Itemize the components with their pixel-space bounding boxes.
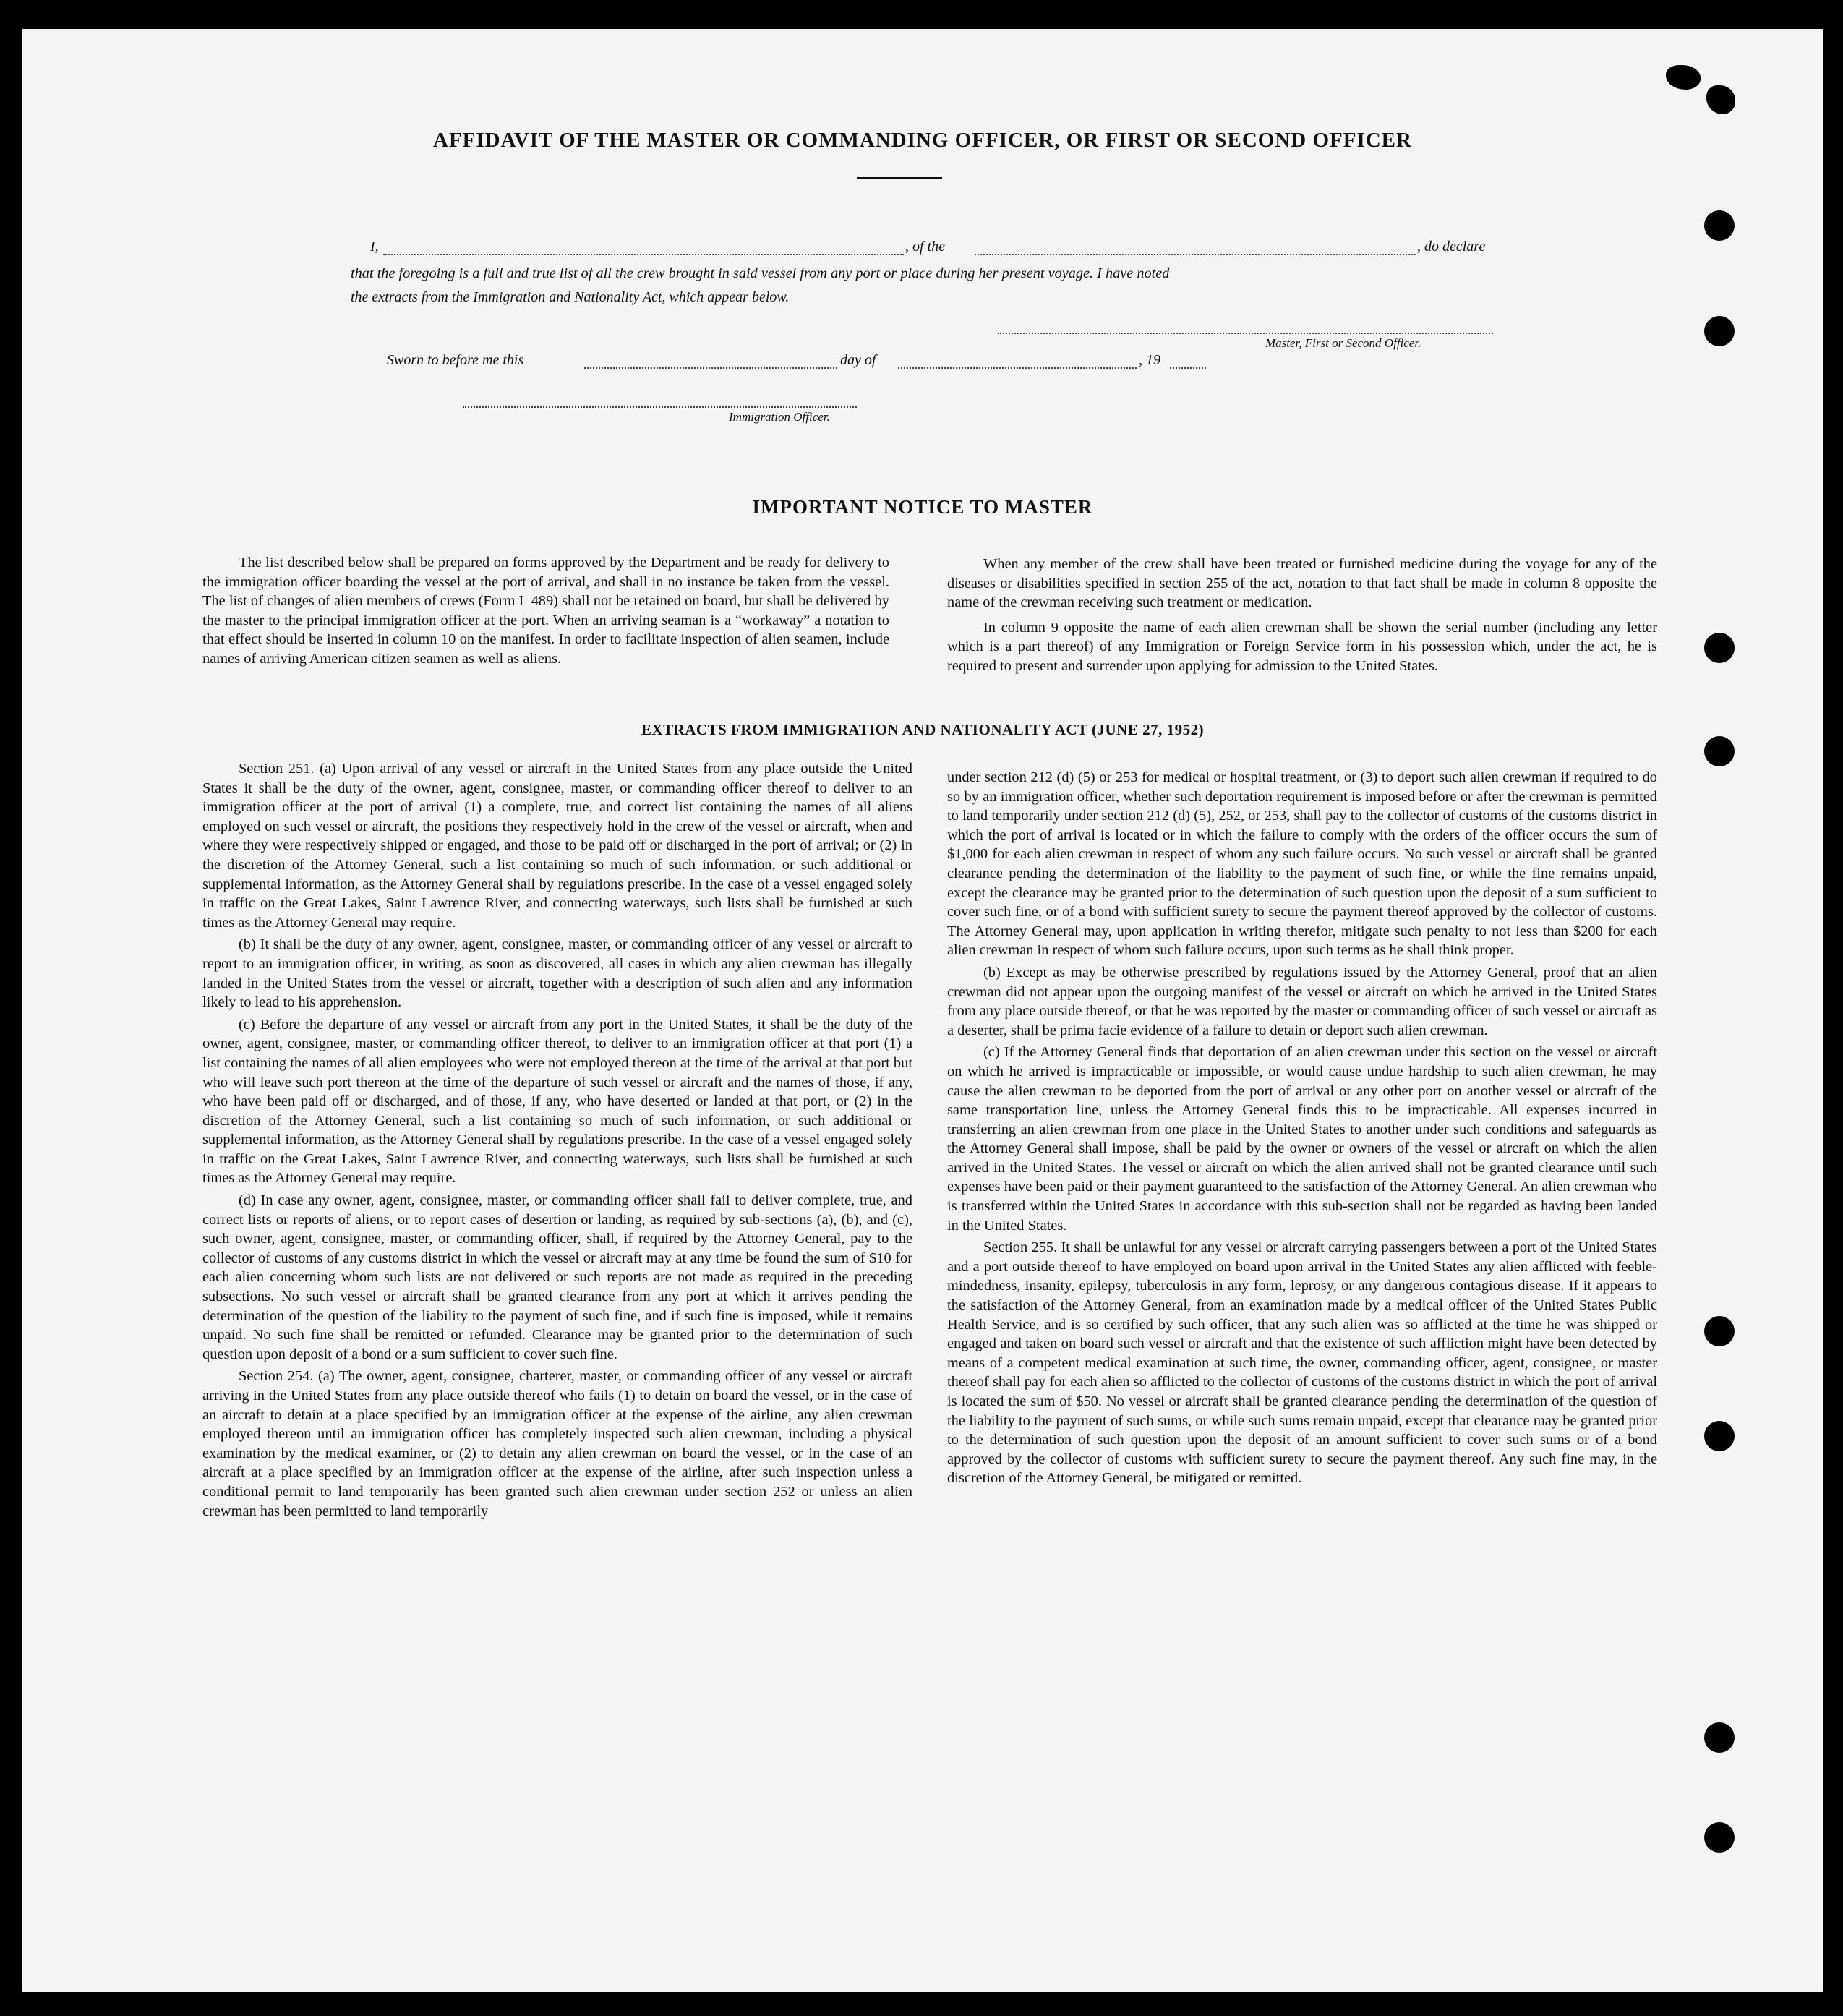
punch-hole bbox=[1704, 736, 1735, 766]
affidavit-declare-label: , do declare bbox=[1417, 239, 1486, 255]
section-254-b: (b) Except as may be otherwise prescribed by regulations issued by the Attorney General, proof that an alien crewman did not appear upon the outgoing manifest of the vessel or aircraft on which he arrived in the United States from any place outside thereof, or that he was reported by the master or commanding officer of such vessel or aircraft as a deserter, shall be prima facie evidence of a failure to detain or deport such alien crewman. bbox=[947, 964, 1657, 1038]
affidavit-of-the-label: , of the bbox=[905, 239, 945, 255]
affidavit-line-3: the extracts from the Immigration and Nationality Act, which appear below. bbox=[351, 289, 790, 305]
officer-caption: Immigration Officer. bbox=[729, 410, 830, 424]
officer-signature-line bbox=[463, 406, 857, 408]
punch-hole bbox=[1704, 210, 1735, 241]
extracts-title: EXTRACTS FROM IMMIGRATION AND NATIONALITY ACT (JUNE 27, 1952) bbox=[641, 721, 1205, 738]
year-blank-line bbox=[1170, 367, 1206, 369]
section-251-d: (d) In case any owner, agent, consignee, master, or commanding officer shall fail to deliver complete, true, and correct lists or reports of aliens, or to report cases of desertion or landing, as required by sub-sections (a), (b), and (c), such owner, agent, consignee, master, or commanding officer, shall, if required by the Attorney General, pay to the collector of customs of any customs district in which the vessel or aircraft may at any time be found the sum of $10 for each alien concerning whom such lists are not delivered or such reports are not made as required in the preceding subsections. No such vessel or aircraft shall be granted clearance from any port at which it arrives pending the determination of the question of the liability to the payment of such fine, and if such fine is imposed, while it remains unpaid. No such fine shall be remitted or refunded. Clearance may be granted prior to the determination of such question upon deposit of a bond or a sum sufficient to cover such fine. bbox=[202, 1192, 912, 1362]
punch-hole bbox=[1704, 633, 1735, 663]
section-254-a: Section 254. (a) The owner, agent, consignee, charterer, master, or commanding officer of any vessel or aircraft arriving in the United States from any place outside thereof who fails (1) to detain on board the vessel, or in the case of an aircraft to detain at a place specified by an immigration officer at the expense of the airline, any alien crewman employed thereon until an immigration officer has completely inspected such alien crewman, including a physical examination by the medical examiner, or (2) to detain any alien crewman on board the vessel, or in the case of an aircraft at a place specified by an immigration officer at the expense of the airline, after such inspection unless a conditional permit to land temporarily has been granted such alien crewman under section 252 or unless an alien crewman has been permitted to land temporarily bbox=[202, 1368, 912, 1519]
extracts-right-column bbox=[947, 768, 1657, 1491]
section-251-a: Section 251. (a) Upon arrival of any vessel or aircraft in the United States from any place outside the United States it shall be the duty of the owner, agent, consignee, master, or commanding officer thereof to deliver to an immigration officer at the port of arrival (1) a complete, true, and correct list containing the names of all aliens employed on such vessel or aircraft, the positions they respectively hold in the crew of the vessel or aircraft, when and where they were respectively shipped or engaged, and those to be paid off or discharged in the port of arrival; or (2) in the discretion of the Attorney General, such a list containing so much of such information, or such additional or supplemental information, as the Attorney General shall by regulations prescribe. In the case of a vessel engaged solely in traffic on the Great Lakes, Saint Lawrence River, and connecting waterways, such lists shall be furnished at such times as the Attorney General may require. bbox=[202, 761, 912, 931]
vessel-blank-line bbox=[975, 254, 1416, 255]
section-254-a-continued: under section 212 (d) (5) or 253 for medical or hospital treatment, or (3) to deport such alien crewman if required to do so by an immigration officer, whether such deportation requirement is imposed before or after the crewman is permitted to land temporarily under section 212 (d) (5), 252, or 253, shall pay to the collector of customs of the customs district in which the port of arrival is located or in which the failure to comply with the orders of the officer occurs the sum of $1,000 for each alien crewman in respect of whom any such failure occurs. No such vessel or aircraft shall be granted clearance pending the determination of the liability to the payment of such fine, or while the fine remains unpaid, except the clearance may be granted prior to the determination of such question upon the deposit of a sum sufficient to cover such fine, or of a bond with sufficient surety to secure the payment thereof approved by the collector of customs. The Attorney General may, upon application in writing therefor, mitigate such penalty to not less than $200 for each alien crewman in respect of whom such failure occurs, upon such terms as he shall think proper. bbox=[947, 769, 1657, 959]
section-251-c: (c) Before the departure of any vessel or aircraft from any port in the United States, it shall be the duty of the owner, agent, consignee, master, or commanding officer thereof, to deliver to an immigration officer at that port (1) a list containing the names of all alien employees who were not employed thereon at the time of the arrival at that port but who will leave such port thereon at the time of the departure of such vessel or aircraft and the names of those, if any, who have been paid off or discharged, and of those, if any, who have deserted or landed at that port, or (2) in the discretion of the Attorney General, such a list containing so much of such information, or such additional or supplemental information, as the Attorney General shall by regulations prescribe. In the case of a vessel engaged solely in traffic on the Great Lakes, Saint Lawrence River, and connecting waterways, such lists shall be furnished at such times as the Attorney General may require. bbox=[202, 1016, 912, 1187]
notice-right-paragraph-1: When any member of the crew shall have been treated or furnished medicine during the voyage for any of the diseases or disabilities specified in section 255 of the act, notation to that fact shall be made in column 8 opposite the name of the crewman receiving such treatment or medication. bbox=[947, 556, 1657, 611]
punch-hole bbox=[1704, 1822, 1735, 1853]
document-page bbox=[22, 29, 1823, 1992]
affidavit-line-2: that the foregoing is a full and true list of all the crew brought in said vessel from any port or place during her present voyage. I have noted bbox=[351, 265, 1170, 281]
affidavit-title: AFFIDAVIT OF THE MASTER OR COMMANDING OFFICER, OR FIRST OR SECOND OFFICER bbox=[433, 129, 1412, 152]
section-255: Section 255. It shall be unlawful for any vessel or aircraft carrying passengers between a port of the United States and a port outside thereof to have employed on board upon arrival in the United States any alien afflicted with feeble-mindedness, insanity, epilepsy, tuberculosis in any form, leprosy, or any dangerous contagious disease. If it appears to the satisfaction of the Attorney General, from an examination made by a medical officer of the United States Public Health Service, and is so certified by such officer, that any such alien was so afflicted at the time he was shipped or engaged and taken on board such vessel or aircraft and that the existence of such affliction might have been detected by means of a competent medical examination at such time, the owner, commanding officer, agent, consignee, or master thereof shall pay for each alien so afflicted to the collector of customs of the customs district in which the port of arrival is located the sum of $50. No vessel or aircraft shall be granted clearance pending the determination of the question of the liability to the payment of such sums, or while such sums remain unpaid, except that clearance may be granted prior to the determination of such question upon the deposit of an amount sufficient to cover such sums or of a bond approved by the collector of customs with sufficient surety to secure the payment thereof. Any such fine may, in the discretion of the Attorney General, be mitigated or remitted. bbox=[947, 1239, 1657, 1487]
master-caption: Master, First or Second Officer. bbox=[1265, 336, 1421, 350]
sworn-date-line bbox=[584, 367, 837, 369]
punch-hole bbox=[1704, 1421, 1735, 1451]
year-label: , 19 bbox=[1139, 352, 1160, 368]
notice-left-column bbox=[202, 553, 889, 672]
punch-hole bbox=[1704, 1316, 1735, 1346]
notice-right-column bbox=[947, 555, 1657, 679]
punch-hole bbox=[1704, 316, 1735, 346]
section-251-b: (b) It shall be the duty of any owner, agent, consignee, master, or commanding officer of any vessel or aircraft to report to an immigration officer, in writing, as soon as discovered, all cases in which any alien crewman has illegally landed in the United States from the vessel or aircraft, together with a description of such alien and any information likely to lead to his apprehension. bbox=[202, 936, 912, 1011]
affidavit-i-label: I, bbox=[370, 239, 379, 255]
punch-hole bbox=[1704, 1722, 1735, 1753]
day-of-label: day of bbox=[840, 352, 876, 368]
title-rule bbox=[857, 177, 942, 179]
master-signature-line bbox=[998, 333, 1493, 334]
extracts-left-column bbox=[202, 759, 912, 1524]
sworn-label: Sworn to before me this bbox=[387, 352, 524, 368]
notice-right-paragraph-2: In column 9 opposite the name of each alien crewman shall be shown the serial number (including any letter which is a part thereof) of any Immigration or Foreign Service form in his possession which, under the act, he is required to present and surrender upon applying for admission to the United States. bbox=[947, 619, 1657, 674]
name-blank-line bbox=[383, 254, 904, 255]
month-blank-line bbox=[898, 367, 1137, 369]
section-254-c: (c) If the Attorney General finds that deportation of an alien crewman under this section on the vessel or aircraft on which he arrived is impracticable or impossible, or would cause undue hardship to such alien crewman, he may cause the alien crewman to be deported from the port of arrival or any other port on another vessel or aircraft of the same transportation line, unless the Attorney General finds this to be impracticable. All expenses incurred in transferring an alien crewman from one place in the United States to another under such conditions and safeguards as the Attorney General shall impose, shall be paid by the owner or owners of the vessel or aircraft on which the alien arrived in the United States. The vessel or aircraft on which the alien arrived shall not be granted clearance until such expenses have been paid or their payment guaranteed to the satisfaction of the Attorney General. An alien crewman who is transferred within the United States in accordance with this sub-section shall not be regarded as having been landed in the United States. bbox=[947, 1044, 1657, 1234]
ink-mark bbox=[1706, 85, 1735, 114]
ink-mark bbox=[1666, 65, 1701, 90]
notice-title: IMPORTANT NOTICE TO MASTER bbox=[752, 496, 1093, 518]
notice-left-paragraph: The list described below shall be prepared on forms approved by the Department and be ready for delivery to the immigration officer boarding the vessel at the port of arrival, and shall in no instance be taken from the vessel. The list of changes of alien members of crews (Form I–489) shall not be retained on board, but shall be delivered by the master to the principal immigration officer at the port. When an arriving seaman is a “workaway” a notation to that effect should be inserted in column 10 on the manifest. In order to facilitate inspection of alien seamen, include names of arriving American citizen seamen as well as aliens. bbox=[202, 555, 889, 667]
